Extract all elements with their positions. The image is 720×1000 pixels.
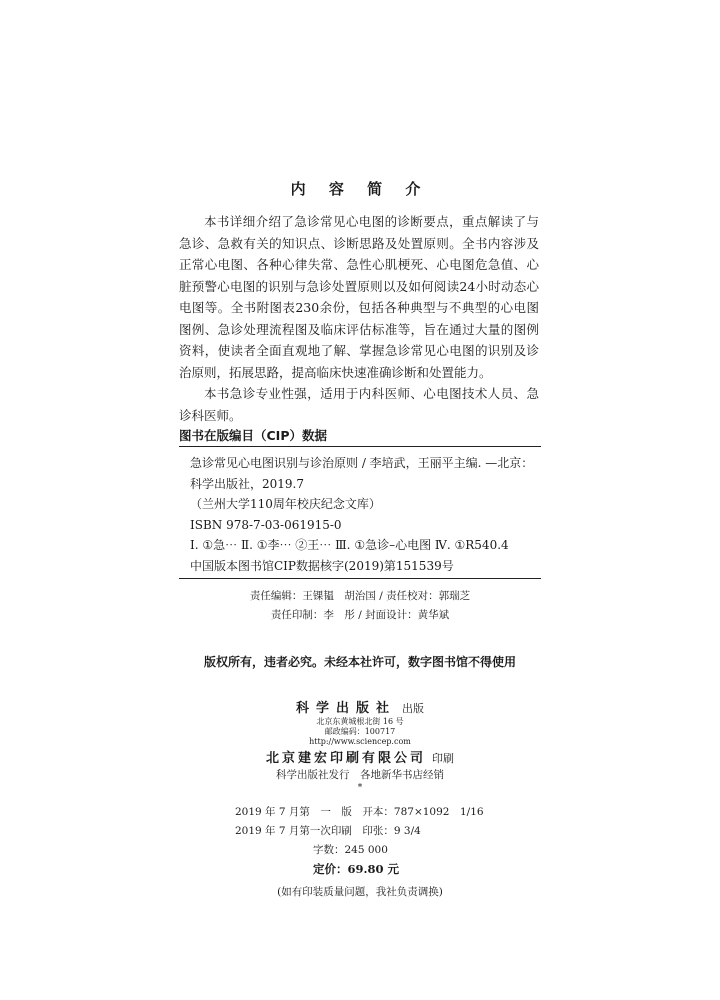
publisher-website: http://www.sciencep.com bbox=[309, 737, 411, 746]
publisher-postcode: 邮政编码：100717 bbox=[324, 727, 396, 736]
cip-line-isbn: ISBN 978-7-03-061915-0 bbox=[190, 517, 342, 532]
summary-paragraph: 本书急诊专业性强，适用于内科医师、心电图技术人员、急诊科医师。 bbox=[179, 386, 539, 423]
printer-line bbox=[0, 747, 720, 766]
publisher-role: 出版 bbox=[402, 702, 424, 715]
publisher-line bbox=[0, 697, 720, 716]
edition-line: 2019 年 7 月第 一 版 开本：787×1092 1/16 bbox=[235, 806, 484, 818]
separator-star: * bbox=[357, 783, 363, 793]
staff-production: 责任印制：李 彤 / 封面设计：黄华斌 bbox=[270, 609, 450, 621]
summary-title: 内 容 简 介 bbox=[290, 180, 430, 198]
edition-block bbox=[235, 803, 515, 879]
cip-bottom-rule bbox=[179, 578, 541, 579]
cip-line-number: 中国版本图书馆CIP数据核字(2019)第151539号 bbox=[190, 558, 454, 573]
cip-line-publisher: 科学出版社，2019.7 bbox=[190, 476, 304, 491]
cip-heading: 图书在版编目（CIP）数据 bbox=[179, 428, 327, 443]
summary-body bbox=[179, 211, 539, 426]
printer-role: 印刷 bbox=[432, 752, 454, 765]
cip-line-series: （兰州大学110周年校庆纪念文库） bbox=[190, 497, 381, 511]
summary-paragraph: 本书详细介绍了急诊常见心电图的诊断要点，重点解读了与急诊、急救有关的知识点、诊断思路及处置原则。全书内容涉及正常心电图、各种心律失常、急性心肌梗死、心电图危急值、心脏预警心电图的识别与急诊处置原则以及如何阅读24小时动态心电图等。全书附图表230余份，包括各种典型与不典型的心电图图例、急诊处理流程图及临床评估标准等，旨在通过大量的图例资料，使读者全面直观地了解、掌握急诊常见心电图的识别及诊治原则，拓展思路，提高临床快速准确诊断和处置能力。 bbox=[179, 214, 539, 380]
cip-top-rule bbox=[179, 446, 541, 447]
exchange-note: (如有印装质量问题，我社负责调换) bbox=[277, 886, 443, 898]
printing-line: 2019 年 7 月第一次印刷 印张：9 3/4 bbox=[235, 825, 421, 837]
word-count: 字数：245 000 bbox=[313, 844, 388, 856]
publisher-name: 科学出版社 bbox=[295, 701, 396, 716]
printer-name: 北京建宏印刷有限公司 bbox=[265, 751, 426, 766]
price: 定价：69.80 元 bbox=[313, 862, 400, 876]
rights-statement: 版权所有，违者必究。未经本社许可，数字图书馆不得使用 bbox=[203, 655, 516, 669]
cip-line-classification: Ⅰ. ①急⋯ Ⅱ. ①李⋯ ②王⋯ Ⅲ. ①急诊–心电图 Ⅳ. ①R540.4 bbox=[190, 538, 509, 552]
distribution-line: 科学出版社发行 各地新华书店经销 bbox=[276, 769, 444, 781]
cip-line-title: 急诊常见心电图识别与诊治原则 / 李培武，王丽平主编. —北京： bbox=[190, 456, 534, 470]
cip-record bbox=[190, 453, 540, 576]
staff-editors: 责任编辑：王锞韫 胡治国 / 责任校对：郭瑞芝 bbox=[249, 590, 471, 602]
publisher-address: 北京东黄城根北街 16 号 bbox=[316, 717, 404, 726]
